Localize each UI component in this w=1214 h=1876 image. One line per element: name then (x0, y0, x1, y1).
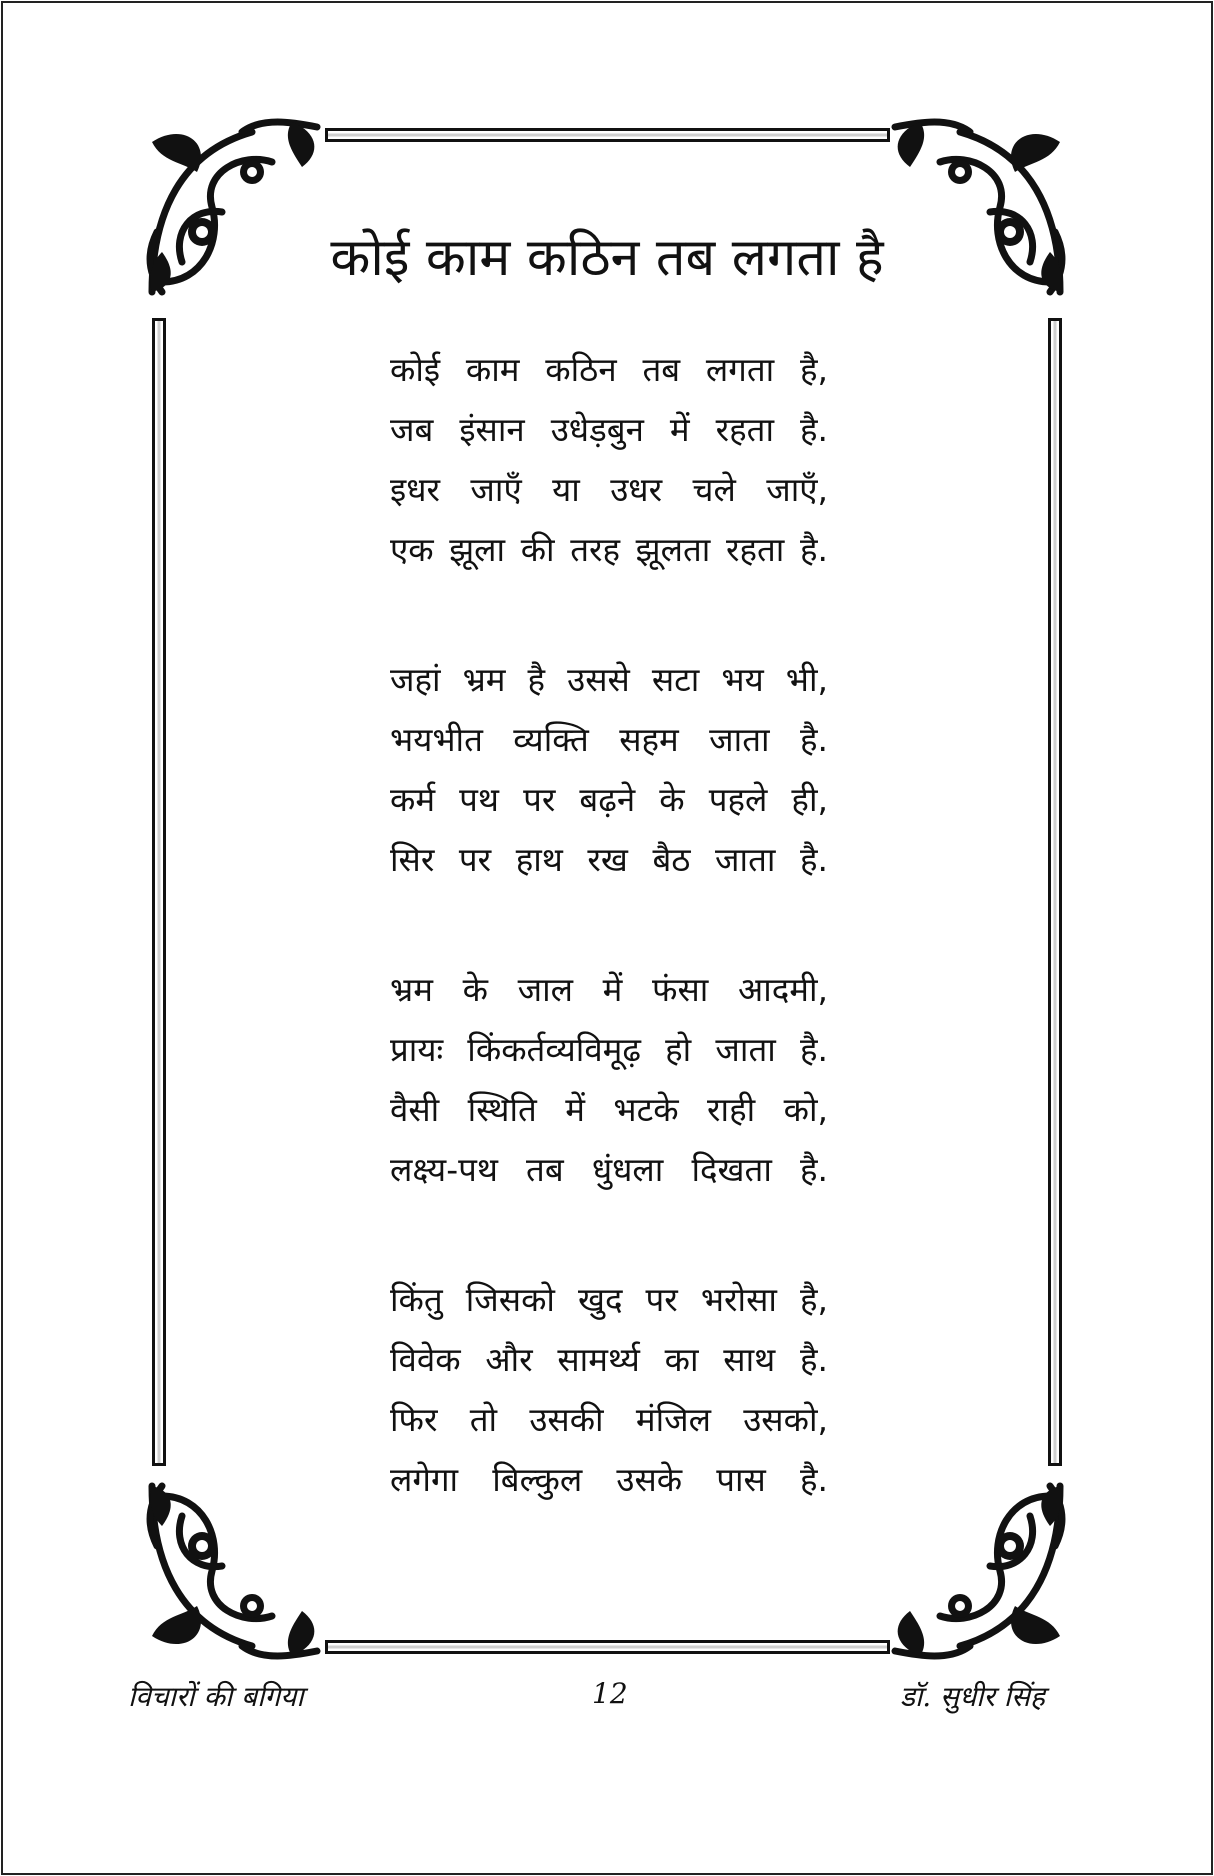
poem-line: कोई काम कठिन तब लगता है, (390, 350, 828, 389)
poem-line: लक्ष्य-पथ तब धुंधला दिखता है. (390, 1150, 828, 1189)
poem-line: इधर जाएँ या उधर चले जाएँ, (390, 470, 828, 509)
poem-line: भयभीत व्यक्ति सहम जाता है. (390, 720, 828, 759)
poem-line: किंतु जिसको खुद पर भरोसा है, (390, 1280, 828, 1319)
footer-page-number: 12 (592, 1677, 628, 1710)
stanza (390, 340, 828, 580)
poem-line: कर्म पथ पर बढ़ने के पहले ही, (390, 780, 828, 819)
poem-line: एक झूला की तरह झूलता रहता है. (390, 530, 828, 569)
poem-line: लगेगा बिल्कुल उसके पास है. (390, 1460, 828, 1499)
poem-body (390, 340, 828, 1580)
stanza (390, 960, 828, 1200)
floral-ornament-icon (880, 1476, 1070, 1666)
poem-line: फिर तो उसकी मंजिल उसको, (390, 1400, 828, 1439)
frame-top-bar (325, 128, 890, 142)
frame-left-bar (152, 318, 166, 1466)
footer-author: डॉ. सुधीर सिंह (900, 1680, 1045, 1713)
floral-ornament-icon (142, 1476, 332, 1666)
frame-bottom-bar (325, 1640, 890, 1654)
poem-line: सिर पर हाथ रख बैठ जाता है. (390, 840, 828, 879)
poem-line: जहां भ्रम है उससे सटा भय भी, (390, 660, 828, 699)
poem-title: कोई काम कठिन तब लगता है (330, 228, 884, 288)
poem-line: वैसी स्थिति में भटके राही को, (390, 1090, 828, 1129)
frame-right-bar (1048, 318, 1062, 1466)
footer-book-title: विचारों की बगिया (128, 1680, 304, 1713)
stanza (390, 1270, 828, 1510)
poem-line: जब इंसान उधेड़बुन में रहता है. (390, 410, 828, 449)
poem-line: विवेक और सामर्थ्य का साथ है. (390, 1340, 828, 1379)
poem-line: भ्रम के जाल में फंसा आदमी, (390, 970, 828, 1009)
stanza (390, 650, 828, 890)
poem-line: प्रायः किंकर्तव्यविमूढ़ हो जाता है. (390, 1030, 828, 1069)
